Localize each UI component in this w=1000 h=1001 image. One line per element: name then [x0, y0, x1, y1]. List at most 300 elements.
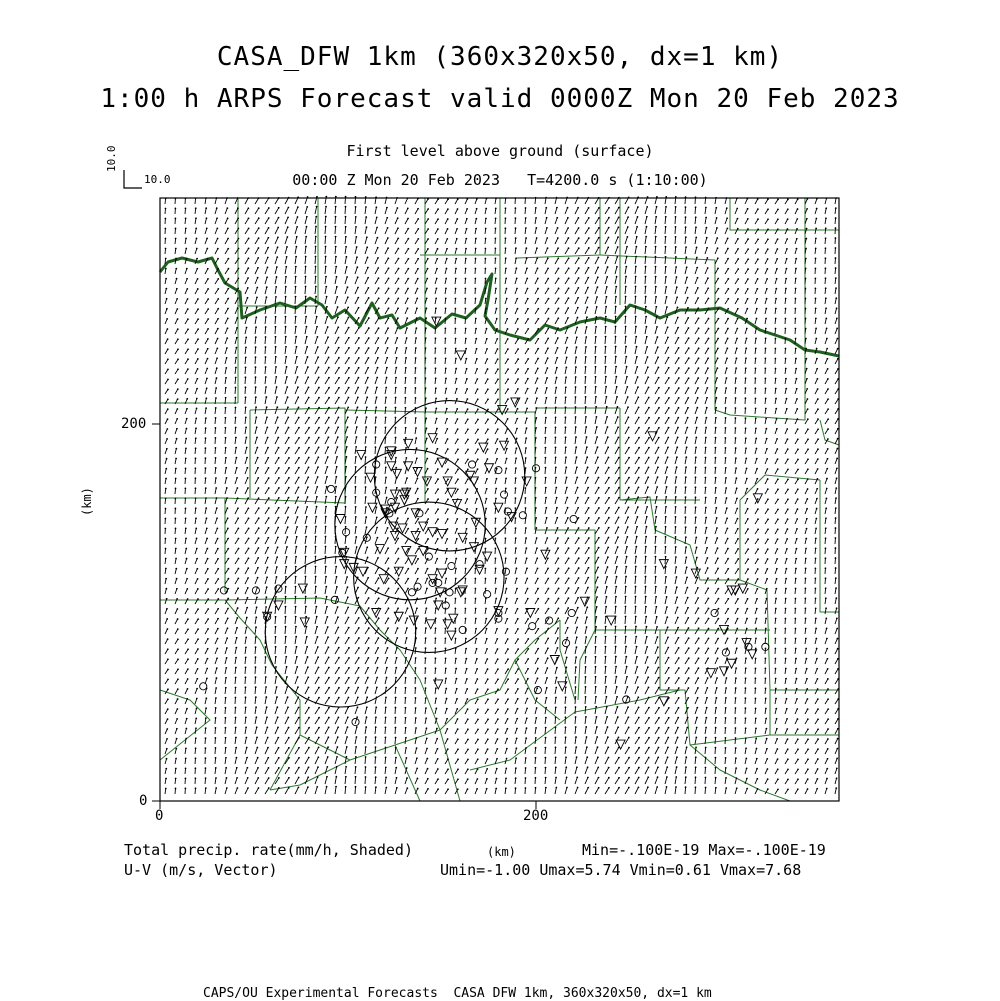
wind-vector — [625, 438, 629, 444]
wind-vector — [255, 278, 258, 284]
wind-vector-head — [757, 258, 759, 260]
wind-vector-head — [358, 307, 360, 309]
wind-vector — [275, 417, 278, 424]
wind-vector-head — [515, 547, 517, 549]
wind-vector-head — [456, 528, 458, 530]
wind-vector-head — [588, 527, 590, 529]
wind-vector-head — [167, 338, 169, 340]
wind-vector — [405, 229, 408, 234]
wind-vector-head — [775, 338, 777, 340]
wind-vector-head — [797, 208, 799, 210]
wind-vector-head — [426, 458, 428, 460]
wind-vector-head — [467, 448, 469, 450]
wind-vector-head — [287, 226, 289, 228]
wind-vector-head — [707, 277, 709, 279]
wind-vector-head — [238, 548, 240, 550]
wind-vector-head — [638, 477, 640, 479]
wind-vector — [655, 237, 656, 244]
wind-vector — [565, 367, 566, 374]
wind-vector-head — [765, 308, 767, 310]
wind-vector — [285, 527, 288, 534]
wind-vector-head — [507, 348, 509, 350]
wind-vector-head — [355, 466, 357, 468]
wind-vector-head — [575, 376, 577, 378]
wind-vector-head — [466, 228, 468, 230]
wind-vector-head — [726, 367, 728, 369]
wind-vector-head — [658, 447, 660, 449]
wind-vector-head — [588, 227, 590, 229]
wind-vector-head — [816, 348, 818, 350]
wind-vector-head — [195, 207, 197, 209]
wind-vector-head — [517, 358, 519, 360]
wind-vector-head — [496, 478, 498, 480]
wind-vector-head — [698, 327, 700, 329]
wind-vector-head — [266, 276, 268, 278]
wind-vector-head — [216, 527, 218, 529]
wind-vector-head — [747, 548, 749, 550]
wind-vector — [545, 289, 548, 294]
wind-vector — [695, 328, 699, 334]
wind-vector-head — [176, 438, 178, 440]
wind-vector — [325, 247, 326, 254]
wind-vector-head — [185, 538, 187, 540]
wind-vector — [225, 299, 228, 304]
wind-vector-head — [627, 516, 629, 518]
wind-vector-head — [525, 217, 527, 219]
wind-vector-head — [315, 226, 317, 228]
wind-vector — [545, 438, 546, 444]
wind-vector — [685, 447, 687, 454]
wind-vector — [335, 277, 336, 284]
wind-vector-head — [366, 406, 368, 408]
wind-vector — [315, 257, 316, 264]
wind-vector-head — [586, 316, 588, 318]
wind-vector-head — [627, 226, 629, 228]
wind-vector-head — [727, 527, 729, 529]
wind-vector-head — [206, 238, 208, 240]
wind-vector — [525, 418, 527, 424]
wind-vector-head — [775, 308, 777, 310]
wind-vector — [605, 208, 609, 214]
wind-vector-head — [446, 258, 448, 260]
wind-vector-head — [447, 228, 449, 230]
wind-vector-head — [397, 517, 399, 519]
wind-vector-head — [695, 437, 697, 439]
wind-vector — [595, 267, 598, 274]
wind-vector — [555, 348, 558, 354]
wind-vector-head — [686, 287, 688, 289]
wind-vector-head — [358, 357, 360, 359]
wind-vector-head — [825, 227, 827, 229]
wind-vector-head — [736, 477, 738, 479]
wind-vector — [215, 498, 216, 504]
wind-vector-head — [175, 218, 177, 220]
wind-vector-head — [696, 257, 698, 259]
wind-vector — [285, 468, 289, 474]
wind-vector-head — [527, 368, 529, 370]
wind-vector-head — [165, 468, 167, 470]
wind-vector-head — [675, 236, 677, 238]
wind-vector-head — [165, 478, 167, 480]
wind-vector-head — [648, 407, 650, 409]
wind-vector-head — [805, 538, 807, 540]
wind-vector-head — [585, 346, 587, 348]
wind-vector — [285, 407, 288, 414]
wind-vector — [665, 408, 669, 414]
wind-vector-head — [817, 428, 819, 430]
wind-vector-head — [278, 457, 280, 459]
wind-vector-head — [716, 237, 718, 239]
wind-vector — [545, 208, 546, 214]
wind-vector-head — [346, 276, 348, 278]
wind-vector-head — [618, 447, 620, 449]
wind-vector-head — [315, 216, 317, 218]
wind-vector — [305, 547, 306, 554]
wind-vector-head — [827, 438, 829, 440]
wind-vector-head — [777, 488, 779, 490]
wind-vector-head — [515, 267, 517, 269]
wind-vector — [675, 237, 676, 244]
wind-vector — [235, 559, 238, 564]
wind-vector-head — [286, 366, 288, 368]
wind-vector-head — [608, 457, 610, 459]
wind-vector — [415, 458, 417, 464]
wind-vector-head — [756, 468, 758, 470]
wind-vector-head — [246, 447, 248, 449]
wind-vector-head — [635, 286, 637, 288]
wind-vector — [255, 397, 256, 404]
wind-vector-head — [747, 228, 749, 230]
wind-vector — [555, 208, 557, 214]
wind-vector-head — [447, 478, 449, 480]
wind-vector-head — [495, 238, 497, 240]
wind-vector — [655, 217, 656, 224]
wind-vector-head — [358, 337, 360, 339]
wind-vector-head — [257, 457, 259, 459]
wind-vector-head — [247, 297, 249, 299]
wind-vector — [585, 518, 589, 524]
wind-vector — [215, 488, 216, 494]
wind-vector-head — [236, 467, 238, 469]
wind-vector — [265, 417, 267, 424]
wind-vector — [525, 278, 527, 284]
wind-vector-head — [566, 497, 568, 499]
wind-vector-head — [608, 487, 610, 489]
wind-vector-head — [305, 546, 307, 548]
wind-vector-head — [645, 546, 647, 548]
wind-vector — [225, 378, 226, 384]
wind-vector-head — [686, 276, 688, 278]
wind-vector-head — [456, 538, 458, 540]
wind-vector-head — [206, 378, 208, 380]
wind-vector — [315, 267, 316, 274]
wind-vector — [685, 418, 688, 424]
wind-vector — [215, 249, 218, 254]
wind-vector-head — [187, 388, 189, 390]
wind-vector-head — [446, 408, 448, 410]
wind-vector — [325, 547, 326, 554]
wind-vector — [365, 338, 369, 344]
wind-vector-head — [726, 357, 728, 359]
wind-vector-head — [815, 547, 817, 549]
wind-vector-head — [587, 296, 589, 298]
wind-vector-head — [295, 296, 297, 298]
wind-vector-head — [237, 278, 239, 280]
wind-vector — [535, 458, 536, 464]
wind-vector-head — [785, 368, 787, 370]
wind-vector-head — [755, 428, 757, 430]
wind-vector-head — [575, 366, 577, 368]
wind-vector — [525, 329, 528, 334]
wind-vector-head — [606, 416, 608, 418]
wind-vector — [575, 387, 576, 394]
wind-vector-head — [437, 448, 439, 450]
wind-vector-head — [225, 407, 227, 409]
wind-vector — [655, 537, 656, 544]
wind-vector — [395, 208, 397, 214]
wind-vector — [335, 557, 336, 564]
wind-vector-head — [646, 216, 648, 218]
wind-vector-head — [227, 308, 229, 310]
wind-vector-head — [295, 336, 297, 338]
wind-vector — [275, 488, 279, 494]
wind-vector-head — [185, 448, 187, 450]
wind-vector-head — [315, 516, 317, 518]
wind-vector — [305, 237, 306, 244]
wind-vector-head — [185, 548, 187, 550]
wind-vector-head — [447, 468, 449, 470]
wind-vector-head — [445, 337, 447, 339]
wind-vector-head — [305, 556, 307, 558]
wind-vector-head — [578, 277, 580, 279]
wind-vector-head — [338, 407, 340, 409]
wind-vector-head — [605, 366, 607, 368]
wind-vector-head — [475, 308, 477, 310]
wind-vector — [645, 467, 648, 474]
wind-vector — [335, 267, 336, 274]
wind-vector — [585, 477, 588, 484]
wind-vector-head — [454, 318, 456, 320]
wind-vector — [655, 477, 658, 484]
wind-vector — [585, 387, 586, 394]
wind-vector — [285, 377, 287, 384]
wind-vector-head — [227, 268, 229, 270]
wind-vector-head — [296, 366, 298, 368]
wind-vector-head — [217, 338, 219, 340]
wind-vector — [295, 527, 297, 534]
wind-vector — [405, 208, 408, 214]
wind-vector-head — [627, 396, 629, 398]
wind-vector-head — [515, 477, 517, 479]
wind-vector-head — [387, 227, 389, 229]
wind-vector-head — [705, 207, 707, 209]
wind-vector-head — [345, 206, 347, 208]
wind-vector-head — [467, 488, 469, 490]
wind-vector-head — [725, 397, 727, 399]
wind-vector — [285, 547, 287, 554]
wind-vector-head — [475, 328, 477, 330]
wind-vector-head — [335, 256, 337, 258]
wind-vector — [245, 248, 249, 254]
wind-vector-head — [277, 537, 279, 539]
wind-vector-head — [486, 488, 488, 490]
wind-vector — [635, 357, 637, 364]
wind-vector-head — [667, 326, 669, 328]
wind-vector — [555, 318, 558, 324]
wind-vector-head — [356, 416, 358, 418]
wind-vector-head — [767, 538, 769, 540]
wind-vector-head — [676, 286, 678, 288]
wind-vector — [255, 528, 259, 534]
wind-vector-head — [436, 438, 438, 440]
wind-vector-head — [355, 446, 357, 448]
wind-vector-head — [595, 396, 597, 398]
wind-vector — [645, 347, 647, 354]
wind-vector — [695, 368, 698, 374]
wind-vector — [275, 557, 277, 564]
wind-vector-head — [387, 537, 389, 539]
wind-vector — [295, 387, 298, 394]
wind-vector-head — [285, 346, 287, 348]
wind-vector-head — [297, 206, 299, 208]
wind-vector-head — [215, 457, 217, 459]
wind-vector — [415, 199, 418, 204]
wind-vector-head — [185, 477, 187, 479]
wind-vector — [285, 438, 289, 444]
wind-vector-head — [628, 437, 630, 439]
wind-vector-head — [415, 427, 417, 429]
wind-vector-head — [227, 298, 229, 300]
wind-vector — [285, 247, 287, 254]
wind-vector — [655, 438, 659, 444]
wind-vector — [375, 507, 376, 514]
wind-vector-head — [197, 358, 199, 360]
wind-vector-head — [446, 398, 448, 400]
wind-vector — [565, 357, 567, 364]
wind-vector-head — [837, 338, 839, 340]
wind-vector-head — [706, 237, 708, 239]
wind-vector — [275, 528, 278, 534]
wind-vector-head — [225, 387, 227, 389]
wind-vector-head — [745, 397, 747, 399]
wind-vector-head — [176, 418, 178, 420]
wind-vector-head — [326, 306, 328, 308]
wind-vector — [275, 407, 277, 414]
wind-vector-head — [575, 416, 577, 418]
wind-vector-head — [655, 246, 657, 248]
wind-vector-head — [566, 476, 568, 478]
wind-vector — [385, 248, 388, 254]
wind-vector — [275, 247, 278, 254]
wind-vector-head — [347, 416, 349, 418]
wind-vector — [245, 318, 247, 324]
wind-vector-head — [405, 457, 407, 459]
wind-vector-head — [806, 518, 808, 520]
wind-vector — [375, 437, 376, 444]
wind-vector-head — [368, 327, 370, 329]
wind-vector-head — [635, 326, 637, 328]
wind-vector — [635, 397, 638, 404]
wind-vector-head — [587, 477, 589, 479]
wind-vector-head — [535, 527, 537, 529]
wind-vector-head — [186, 418, 188, 420]
wind-vector-head — [787, 488, 789, 490]
wind-vector-head — [247, 287, 249, 289]
wind-vector-head — [426, 288, 428, 290]
wind-vector-head — [656, 326, 658, 328]
wind-vector-head — [835, 487, 837, 489]
wind-vector — [625, 448, 629, 454]
wind-vector-head — [608, 477, 610, 479]
wind-vector-head — [366, 236, 368, 238]
wind-vector-head — [565, 376, 567, 378]
wind-vector-head — [256, 287, 258, 289]
wind-vector — [645, 547, 646, 554]
wind-vector-head — [616, 276, 618, 278]
wind-vector — [265, 448, 268, 454]
wind-vector — [315, 537, 316, 544]
wind-vector-head — [365, 456, 367, 458]
wind-vector-head — [287, 207, 289, 209]
wind-vector-head — [835, 517, 837, 519]
wind-vector-head — [536, 537, 538, 539]
wind-vector-head — [217, 258, 219, 260]
wind-vector-head — [598, 207, 600, 209]
wind-vector-head — [646, 226, 648, 228]
wind-vector-head — [545, 477, 547, 479]
wind-vector-head — [515, 257, 517, 259]
wind-vector-head — [185, 467, 187, 469]
wind-vector — [545, 398, 546, 404]
wind-vector-head — [527, 348, 529, 350]
wind-vector-head — [825, 297, 827, 299]
wind-vector-head — [567, 307, 569, 309]
wind-vector-head — [746, 318, 748, 320]
wind-vector-head — [256, 297, 258, 299]
wind-vector-head — [298, 437, 300, 439]
wind-vector — [665, 497, 666, 504]
wind-vector — [575, 437, 576, 444]
wind-vector-head — [396, 497, 398, 499]
wind-vector — [375, 217, 377, 224]
wind-vector-head — [485, 318, 487, 320]
wind-vector — [625, 507, 628, 514]
wind-vector-head — [367, 387, 369, 389]
wind-vector-head — [227, 238, 229, 240]
wind-vector — [695, 507, 696, 514]
wind-vector — [285, 277, 286, 284]
wind-vector-head — [185, 497, 187, 499]
wind-vector-head — [575, 406, 577, 408]
wind-vector-head — [497, 378, 499, 380]
wind-vector-head — [726, 497, 728, 499]
wind-vector-head — [335, 246, 337, 248]
wind-vector — [575, 218, 578, 224]
wind-vector-head — [477, 408, 479, 410]
wind-vector-head — [457, 438, 459, 440]
wind-vector — [555, 278, 559, 284]
wind-vector-head — [727, 338, 729, 340]
wind-vector-head — [196, 408, 198, 410]
wind-vector-head — [585, 426, 587, 428]
wind-vector — [265, 198, 269, 204]
wind-vector-head — [295, 316, 297, 318]
wind-vector-head — [657, 356, 659, 358]
wind-vector — [325, 447, 328, 454]
wind-vector-head — [405, 387, 407, 389]
wind-vector — [545, 488, 546, 494]
wind-vector-head — [688, 337, 690, 339]
